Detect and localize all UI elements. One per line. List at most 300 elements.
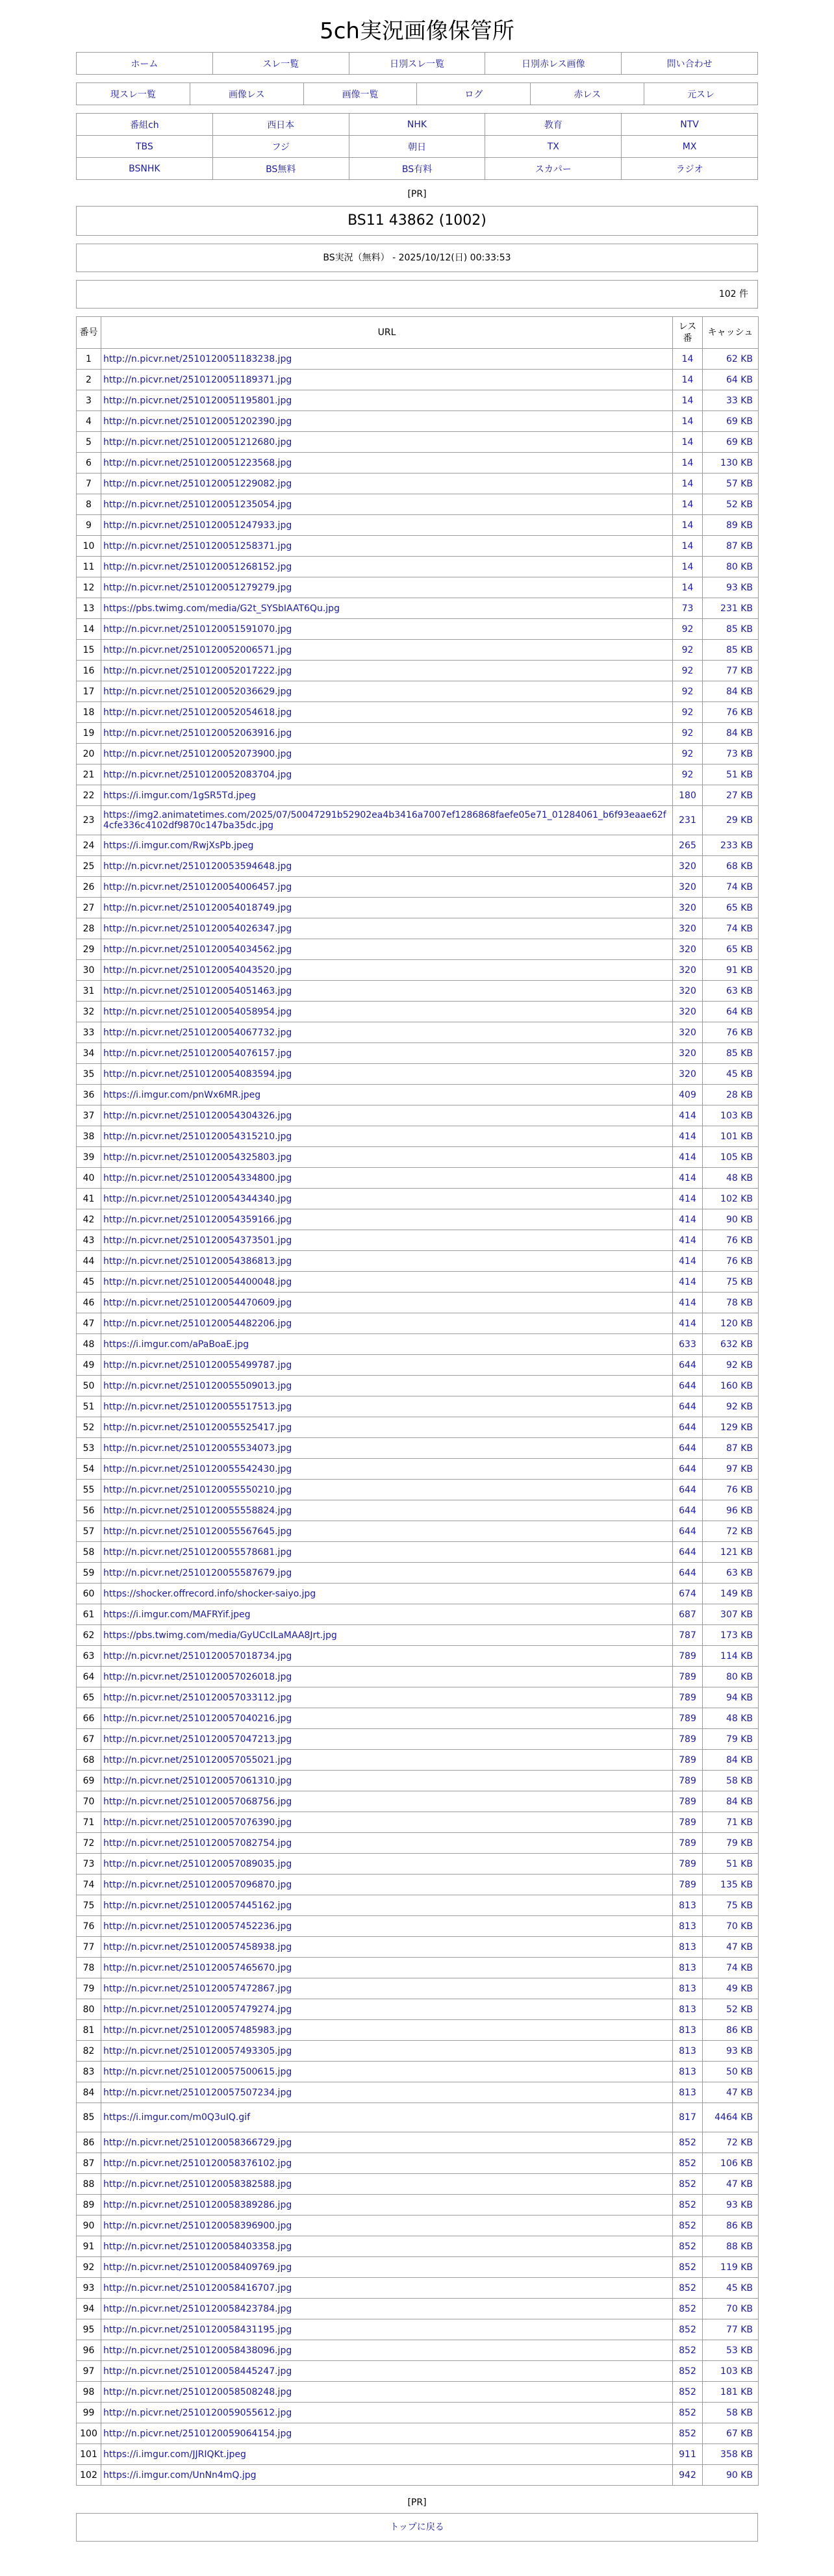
row-url-link[interactable]: http://n.picvr.net/2510120058438096.jpg [103, 2345, 292, 2356]
row-cache-link[interactable]: 96 KB [726, 1505, 753, 1516]
row-cache-link[interactable]: 70 KB [726, 2303, 753, 2314]
row-res-link[interactable]: 644 [679, 1547, 696, 1558]
channel-item-link[interactable]: TX [547, 141, 559, 152]
row-cache-link[interactable]: 84 KB [726, 1754, 753, 1765]
row-url-link[interactable]: https://pbs.twimg.com/media/G2t_SYSbIAAT6Qu.jpg [103, 603, 340, 614]
row-url-link[interactable]: https://pbs.twimg.com/media/GyUCcILaMAA8Jrt.jpg [103, 1630, 337, 1641]
row-url-link[interactable]: http://n.picvr.net/2510120054083594.jpg [103, 1068, 292, 1080]
row-res-link[interactable]: 644 [679, 1359, 696, 1370]
row-url-link[interactable]: https://i.imgur.com/aPaBoaE.jpg [103, 1339, 249, 1350]
row-url-link[interactable]: http://n.picvr.net/2510120058403358.jpg [103, 2241, 292, 2252]
row-cache-link[interactable]: 48 KB [726, 1172, 753, 1183]
row-url-link[interactable]: http://n.picvr.net/2510120057061310.jpg [103, 1775, 292, 1786]
row-cache-link[interactable]: 103 KB [720, 2366, 753, 2377]
row-url-link[interactable]: http://n.picvr.net/2510120058396900.jpg [103, 2220, 292, 2231]
row-url-link[interactable]: https://i.imgur.com/UnNn4mQ.jpg [103, 2469, 257, 2481]
row-res-link[interactable]: 414 [679, 1318, 696, 1329]
row-res-link[interactable]: 852 [679, 2137, 696, 2148]
row-res-link[interactable]: 852 [679, 2158, 696, 2169]
row-res-link[interactable]: 92 [681, 644, 694, 655]
row-cache-link[interactable]: 70 KB [726, 1921, 753, 1932]
row-res-link[interactable]: 14 [681, 353, 694, 364]
row-cache-link[interactable]: 85 KB [726, 644, 753, 655]
row-cache-link[interactable]: 93 KB [726, 2199, 753, 2210]
channel-item-link[interactable]: BSNHK [129, 163, 160, 174]
row-cache-link[interactable]: 69 KB [726, 416, 753, 427]
row-cache-link[interactable]: 74 KB [726, 881, 753, 892]
row-url-link[interactable]: http://n.picvr.net/2510120052083704.jpg [103, 769, 292, 780]
row-cache-link[interactable]: 93 KB [726, 2045, 753, 2056]
row-res-link[interactable]: 852 [679, 2241, 696, 2252]
row-url-link[interactable]: http://n.picvr.net/2510120054006457.jpg [103, 881, 292, 892]
row-url-link[interactable]: http://n.picvr.net/2510120051183238.jpg [103, 353, 292, 364]
row-res-link[interactable]: 320 [679, 965, 696, 976]
row-cache-link[interactable]: 57 KB [726, 478, 753, 489]
row-res-link[interactable]: 789 [679, 1879, 696, 1890]
row-cache-link[interactable]: 231 KB [720, 603, 753, 614]
row-cache-link[interactable]: 77 KB [726, 2324, 753, 2335]
row-cache-link[interactable]: 90 KB [726, 2469, 753, 2481]
nav-item-link[interactable]: ホーム [131, 58, 158, 69]
row-url-link[interactable]: http://n.picvr.net/2510120055558824.jpg [103, 1505, 292, 1516]
row-cache-link[interactable]: 45 KB [726, 2282, 753, 2293]
row-cache-link[interactable]: 50 KB [726, 2066, 753, 2077]
row-res-link[interactable]: 852 [679, 2324, 696, 2335]
row-url-link[interactable]: http://n.picvr.net/2510120058423784.jpg [103, 2303, 292, 2314]
row-cache-link[interactable]: 84 KB [726, 1796, 753, 1807]
row-cache-link[interactable]: 76 KB [726, 1027, 753, 1038]
row-res-link[interactable]: 852 [679, 2428, 696, 2439]
row-cache-link[interactable]: 91 KB [726, 965, 753, 976]
row-cache-link[interactable]: 79 KB [726, 1734, 753, 1745]
row-cache-link[interactable]: 86 KB [726, 2220, 753, 2231]
row-url-link[interactable]: http://n.picvr.net/2510120051229082.jpg [103, 478, 292, 489]
row-res-link[interactable]: 414 [679, 1193, 696, 1204]
row-cache-link[interactable]: 53 KB [726, 2345, 753, 2356]
row-cache-link[interactable]: 173 KB [720, 1630, 753, 1641]
row-url-link[interactable]: http://n.picvr.net/2510120058376102.jpg [103, 2158, 292, 2169]
row-url-link[interactable]: http://n.picvr.net/2510120051268152.jpg [103, 561, 292, 572]
row-cache-link[interactable]: 75 KB [726, 1276, 753, 1287]
row-cache-link[interactable]: 75 KB [726, 1900, 753, 1911]
row-res-link[interactable]: 813 [679, 2087, 696, 2098]
row-res-link[interactable]: 14 [681, 416, 694, 427]
row-cache-link[interactable]: 121 KB [720, 1547, 753, 1558]
row-res-link[interactable]: 14 [681, 499, 694, 510]
row-res-link[interactable]: 789 [679, 1734, 696, 1745]
row-cache-link[interactable]: 307 KB [720, 1609, 753, 1620]
row-url-link[interactable]: http://n.picvr.net/2510120051212680.jpg [103, 436, 292, 448]
row-res-link[interactable]: 789 [679, 1858, 696, 1869]
row-res-link[interactable]: 852 [679, 2407, 696, 2418]
row-res-link[interactable]: 789 [679, 1713, 696, 1724]
row-cache-link[interactable]: 47 KB [726, 1941, 753, 1952]
row-res-link[interactable]: 633 [679, 1339, 696, 1350]
row-cache-link[interactable]: 103 KB [720, 1110, 753, 1121]
row-url-link[interactable]: http://n.picvr.net/2510120057033112.jpg [103, 1692, 292, 1703]
row-res-link[interactable]: 687 [679, 1609, 696, 1620]
row-res-link[interactable]: 320 [679, 985, 696, 996]
nav-item-link[interactable]: スレ一覧 [262, 58, 299, 69]
row-res-link[interactable]: 92 [681, 665, 694, 676]
row-cache-link[interactable]: 84 KB [726, 686, 753, 697]
channel-item-link[interactable]: 番組ch [130, 120, 159, 131]
pr-link[interactable]: [PR] [407, 2497, 427, 2508]
row-cache-link[interactable]: 47 KB [726, 2178, 753, 2190]
row-res-link[interactable]: 414 [679, 1276, 696, 1287]
row-cache-link[interactable]: 80 KB [726, 561, 753, 572]
row-res-link[interactable]: 817 [679, 2112, 696, 2123]
row-cache-link[interactable]: 52 KB [726, 2004, 753, 2015]
row-url-link[interactable]: http://n.picvr.net/2510120055542430.jpg [103, 1463, 292, 1474]
row-cache-link[interactable]: 33 KB [726, 395, 753, 406]
row-res-link[interactable]: 320 [679, 861, 696, 872]
row-cache-link[interactable]: 84 KB [726, 727, 753, 739]
row-cache-link[interactable]: 135 KB [720, 1879, 753, 1890]
row-cache-link[interactable]: 114 KB [720, 1650, 753, 1661]
row-cache-link[interactable]: 67 KB [726, 2428, 753, 2439]
row-url-link[interactable]: http://n.picvr.net/2510120058445247.jpg [103, 2366, 292, 2377]
row-url-link[interactable]: http://n.picvr.net/2510120058416707.jpg [103, 2282, 292, 2293]
row-cache-link[interactable]: 63 KB [726, 1567, 753, 1578]
row-res-link[interactable]: 852 [679, 2220, 696, 2231]
row-url-link[interactable]: https://i.imgur.com/m0Q3uIQ.gif [103, 2112, 250, 2123]
row-cache-link[interactable]: 65 KB [726, 902, 753, 913]
row-url-link[interactable]: https://i.imgur.com/JJRIQKt.jpeg [103, 2449, 246, 2460]
channel-item-link[interactable]: MX [682, 141, 697, 152]
row-url-link[interactable]: http://n.picvr.net/2510120057076390.jpg [103, 1817, 292, 1828]
row-res-link[interactable]: 674 [679, 1588, 696, 1599]
thread-nav-item-link[interactable]: ログ [464, 89, 483, 100]
row-res-link[interactable]: 813 [679, 2025, 696, 2036]
row-res-link[interactable]: 414 [679, 1214, 696, 1225]
row-cache-link[interactable]: 233 KB [720, 840, 753, 851]
channel-item-link[interactable]: 教育 [544, 120, 562, 131]
row-res-link[interactable]: 92 [681, 624, 694, 635]
row-res-link[interactable]: 14 [681, 561, 694, 572]
row-res-link[interactable]: 789 [679, 1775, 696, 1786]
row-res-link[interactable]: 852 [679, 2199, 696, 2210]
nav-item-link[interactable]: 日別スレ一覧 [389, 58, 444, 69]
row-cache-link[interactable]: 93 KB [726, 582, 753, 593]
row-cache-link[interactable]: 49 KB [726, 1983, 753, 1994]
row-url-link[interactable]: http://n.picvr.net/2510120057493305.jpg [103, 2045, 292, 2056]
row-url-link[interactable]: http://n.picvr.net/2510120057458938.jpg [103, 1941, 292, 1952]
row-url-link[interactable]: http://n.picvr.net/2510120055525417.jpg [103, 1422, 292, 1433]
row-url-link[interactable]: http://n.picvr.net/2510120057055021.jpg [103, 1754, 292, 1765]
row-url-link[interactable]: http://n.picvr.net/2510120057047213.jpg [103, 1734, 292, 1745]
row-cache-link[interactable]: 102 KB [720, 1193, 753, 1204]
row-cache-link[interactable]: 27 KB [726, 790, 753, 801]
row-url-link[interactable]: http://n.picvr.net/2510120054482206.jpg [103, 1318, 292, 1329]
row-res-link[interactable]: 414 [679, 1256, 696, 1267]
row-res-link[interactable]: 320 [679, 902, 696, 913]
row-res-link[interactable]: 414 [679, 1297, 696, 1308]
row-res-link[interactable]: 320 [679, 1006, 696, 1017]
row-url-link[interactable]: http://n.picvr.net/2510120051195801.jpg [103, 395, 292, 406]
row-url-link[interactable]: http://n.picvr.net/2510120051258371.jpg [103, 540, 292, 551]
row-url-link[interactable]: http://n.picvr.net/2510120059055612.jpg [103, 2407, 292, 2418]
row-cache-link[interactable]: 181 KB [720, 2386, 753, 2397]
row-res-link[interactable]: 409 [679, 1089, 696, 1100]
row-cache-link[interactable]: 48 KB [726, 1713, 753, 1724]
row-cache-link[interactable]: 90 KB [726, 1214, 753, 1225]
row-cache-link[interactable]: 65 KB [726, 944, 753, 955]
row-cache-link[interactable]: 47 KB [726, 2087, 753, 2098]
thread-nav-item-link[interactable]: 画像一覧 [342, 89, 379, 100]
row-res-link[interactable]: 414 [679, 1152, 696, 1163]
row-url-link[interactable]: http://n.picvr.net/2510120052054618.jpg [103, 707, 292, 718]
row-url-link[interactable]: http://n.picvr.net/2510120055509013.jpg [103, 1380, 292, 1391]
channel-item-link[interactable]: ラジオ [676, 164, 703, 175]
row-res-link[interactable]: 852 [679, 2303, 696, 2314]
row-url-link[interactable]: http://n.picvr.net/2510120054334800.jpg [103, 1172, 292, 1183]
row-url-link[interactable]: http://n.picvr.net/2510120052006571.jpg [103, 644, 292, 655]
row-res-link[interactable]: 14 [681, 436, 694, 448]
row-res-link[interactable]: 787 [679, 1630, 696, 1641]
row-url-link[interactable]: http://n.picvr.net/2510120058409769.jpg [103, 2262, 292, 2273]
row-res-link[interactable]: 231 [679, 815, 696, 826]
row-url-link[interactable]: https://i.imgur.com/RwjXsPb.jpeg [103, 840, 254, 851]
row-url-link[interactable]: http://n.picvr.net/2510120054315210.jpg [103, 1131, 292, 1142]
row-res-link[interactable]: 320 [679, 1027, 696, 1038]
row-url-link[interactable]: http://n.picvr.net/2510120057485983.jpg [103, 2025, 292, 2036]
nav-item-link[interactable]: 日別赤レス画像 [521, 58, 585, 69]
row-url-link[interactable]: http://n.picvr.net/2510120058382588.jpg [103, 2178, 292, 2190]
row-res-link[interactable]: 92 [681, 707, 694, 718]
row-url-link[interactable]: http://n.picvr.net/2510120057082754.jpg [103, 1837, 292, 1849]
row-res-link[interactable]: 14 [681, 478, 694, 489]
row-res-link[interactable]: 813 [679, 2004, 696, 2015]
row-url-link[interactable]: http://n.picvr.net/2510120054076157.jpg [103, 1048, 292, 1059]
row-cache-link[interactable]: 76 KB [726, 1256, 753, 1267]
row-cache-link[interactable]: 87 KB [726, 540, 753, 551]
row-cache-link[interactable]: 62 KB [726, 353, 753, 364]
row-url-link[interactable]: http://n.picvr.net/2510120051235054.jpg [103, 499, 292, 510]
row-res-link[interactable]: 320 [679, 1048, 696, 1059]
row-res-link[interactable]: 911 [679, 2449, 696, 2460]
channel-item-link[interactable]: NHK [407, 119, 427, 130]
row-url-link[interactable]: http://n.picvr.net/2510120054034562.jpg [103, 944, 292, 955]
row-res-link[interactable]: 92 [681, 686, 694, 697]
row-res-link[interactable]: 14 [681, 582, 694, 593]
row-cache-link[interactable]: 4464 KB [714, 2112, 753, 2123]
row-cache-link[interactable]: 51 KB [726, 1858, 753, 1869]
row-url-link[interactable]: http://n.picvr.net/2510120054400048.jpg [103, 1276, 292, 1287]
row-url-link[interactable]: http://n.picvr.net/2510120055534073.jpg [103, 1443, 292, 1454]
row-url-link[interactable]: http://n.picvr.net/2510120054325803.jpg [103, 1152, 292, 1163]
row-res-link[interactable]: 813 [679, 1921, 696, 1932]
row-url-link[interactable]: http://n.picvr.net/2510120055578681.jpg [103, 1547, 292, 1558]
row-res-link[interactable]: 813 [679, 1983, 696, 1994]
row-url-link[interactable]: http://n.picvr.net/2510120058431195.jpg [103, 2324, 292, 2335]
row-url-link[interactable]: http://n.picvr.net/2510120055499787.jpg [103, 1359, 292, 1370]
row-cache-link[interactable]: 64 KB [726, 374, 753, 385]
row-url-link[interactable]: https://i.imgur.com/pnWx6MR.jpeg [103, 1089, 261, 1100]
row-cache-link[interactable]: 86 KB [726, 2025, 753, 2036]
channel-item-link[interactable]: 西日本 [267, 120, 295, 131]
row-url-link[interactable]: http://n.picvr.net/2510120054058954.jpg [103, 1006, 292, 1017]
row-url-link[interactable]: http://n.picvr.net/2510120059064154.jpg [103, 2428, 292, 2439]
row-cache-link[interactable]: 358 KB [720, 2449, 753, 2460]
row-cache-link[interactable]: 119 KB [720, 2262, 753, 2273]
row-url-link[interactable]: http://n.picvr.net/2510120057026018.jpg [103, 1671, 292, 1682]
row-cache-link[interactable]: 92 KB [726, 1359, 753, 1370]
row-cache-link[interactable]: 89 KB [726, 520, 753, 531]
row-res-link[interactable]: 92 [681, 748, 694, 759]
row-cache-link[interactable]: 105 KB [720, 1152, 753, 1163]
row-url-link[interactable]: http://n.picvr.net/2510120051189371.jpg [103, 374, 292, 385]
row-url-link[interactable]: http://n.picvr.net/2510120057068756.jpg [103, 1796, 292, 1807]
row-url-link[interactable]: http://n.picvr.net/2510120051279279.jpg [103, 582, 292, 593]
row-url-link[interactable]: http://n.picvr.net/2510120057089035.jpg [103, 1858, 292, 1869]
row-cache-link[interactable]: 76 KB [726, 707, 753, 718]
row-res-link[interactable]: 789 [679, 1650, 696, 1661]
row-res-link[interactable]: 789 [679, 1692, 696, 1703]
row-res-link[interactable]: 320 [679, 881, 696, 892]
row-url-link[interactable]: http://n.picvr.net/2510120055567645.jpg [103, 1526, 292, 1537]
row-url-link[interactable]: http://n.picvr.net/2510120052073900.jpg [103, 748, 292, 759]
row-url-link[interactable]: http://n.picvr.net/2510120057096870.jpg [103, 1879, 292, 1890]
row-url-link[interactable]: http://n.picvr.net/2510120057500615.jpg [103, 2066, 292, 2077]
row-cache-link[interactable]: 106 KB [720, 2158, 753, 2169]
row-url-link[interactable]: http://n.picvr.net/2510120051223568.jpg [103, 457, 292, 468]
row-res-link[interactable]: 320 [679, 923, 696, 934]
channel-item-link[interactable]: スカパー [535, 164, 572, 175]
thread-nav-item-link[interactable]: 赤レス [574, 89, 601, 100]
row-cache-link[interactable]: 63 KB [726, 985, 753, 996]
row-url-link[interactable]: http://n.picvr.net/2510120054304326.jpg [103, 1110, 292, 1121]
row-cache-link[interactable]: 52 KB [726, 499, 753, 510]
row-res-link[interactable]: 644 [679, 1380, 696, 1391]
row-res-link[interactable]: 73 [681, 603, 694, 614]
row-cache-link[interactable]: 129 KB [720, 1422, 753, 1433]
row-url-link[interactable]: http://n.picvr.net/2510120054373501.jpg [103, 1235, 292, 1246]
row-res-link[interactable]: 789 [679, 1671, 696, 1682]
row-cache-link[interactable]: 88 KB [726, 2241, 753, 2252]
row-url-link[interactable]: http://n.picvr.net/2510120054359166.jpg [103, 1214, 292, 1225]
row-res-link[interactable]: 789 [679, 1837, 696, 1849]
row-cache-link[interactable]: 101 KB [720, 1131, 753, 1142]
row-res-link[interactable]: 789 [679, 1796, 696, 1807]
row-cache-link[interactable]: 77 KB [726, 665, 753, 676]
row-url-link[interactable]: http://n.picvr.net/2510120055587679.jpg [103, 1567, 292, 1578]
row-res-link[interactable]: 852 [679, 2178, 696, 2190]
row-cache-link[interactable]: 74 KB [726, 1962, 753, 1973]
row-res-link[interactable]: 414 [679, 1172, 696, 1183]
row-cache-link[interactable]: 92 KB [726, 1401, 753, 1412]
row-cache-link[interactable]: 71 KB [726, 1817, 753, 1828]
row-url-link[interactable]: http://n.picvr.net/2510120055550210.jpg [103, 1484, 292, 1495]
row-res-link[interactable]: 414 [679, 1131, 696, 1142]
row-cache-link[interactable]: 29 KB [726, 815, 753, 826]
row-url-link[interactable]: http://n.picvr.net/2510120054051463.jpg [103, 985, 292, 996]
row-res-link[interactable]: 265 [679, 840, 696, 851]
row-res-link[interactable]: 813 [679, 2045, 696, 2056]
row-res-link[interactable]: 852 [679, 2345, 696, 2356]
row-url-link[interactable]: http://n.picvr.net/2510120057472867.jpg [103, 1983, 292, 1994]
row-cache-link[interactable]: 76 KB [726, 1235, 753, 1246]
channel-item-link[interactable]: BS有料 [401, 164, 433, 175]
row-res-link[interactable]: 14 [681, 520, 694, 531]
row-cache-link[interactable]: 149 KB [720, 1588, 753, 1599]
row-cache-link[interactable]: 76 KB [726, 1484, 753, 1495]
row-cache-link[interactable]: 58 KB [726, 2407, 753, 2418]
nav-item-link[interactable]: 問い合わせ [666, 58, 713, 69]
row-url-link[interactable]: http://n.picvr.net/2510120058389286.jpg [103, 2199, 292, 2210]
row-res-link[interactable]: 644 [679, 1505, 696, 1516]
row-res-link[interactable]: 320 [679, 944, 696, 955]
row-res-link[interactable]: 14 [681, 395, 694, 406]
row-res-link[interactable]: 813 [679, 2066, 696, 2077]
row-res-link[interactable]: 852 [679, 2282, 696, 2293]
row-cache-link[interactable]: 87 KB [726, 1443, 753, 1454]
row-url-link[interactable]: http://n.picvr.net/2510120054026347.jpg [103, 923, 292, 934]
row-cache-link[interactable]: 85 KB [726, 1048, 753, 1059]
row-url-link[interactable]: http://n.picvr.net/2510120051591070.jpg [103, 624, 292, 635]
row-cache-link[interactable]: 632 KB [720, 1339, 753, 1350]
row-res-link[interactable]: 813 [679, 1962, 696, 1973]
row-res-link[interactable]: 14 [681, 540, 694, 551]
row-res-link[interactable]: 644 [679, 1422, 696, 1433]
row-res-link[interactable]: 14 [681, 374, 694, 385]
row-url-link[interactable]: https://i.imgur.com/MAFRYif.jpeg [103, 1609, 251, 1620]
row-url-link[interactable]: http://n.picvr.net/2510120055517513.jpg [103, 1401, 292, 1412]
row-url-link[interactable]: http://n.picvr.net/2510120054470609.jpg [103, 1297, 292, 1308]
pr-link[interactable]: [PR] [407, 189, 427, 199]
row-cache-link[interactable]: 130 KB [720, 457, 753, 468]
row-url-link[interactable]: https://i.imgur.com/1gSR5Td.jpeg [103, 790, 256, 801]
row-res-link[interactable]: 92 [681, 727, 694, 739]
row-url-link[interactable]: http://n.picvr.net/2510120054344340.jpg [103, 1193, 292, 1204]
row-res-link[interactable]: 644 [679, 1567, 696, 1578]
row-url-link[interactable]: http://n.picvr.net/2510120052017222.jpg [103, 665, 292, 676]
row-cache-link[interactable]: 97 KB [726, 1463, 753, 1474]
row-url-link[interactable]: http://n.picvr.net/2510120057452236.jpg [103, 1921, 292, 1932]
row-url-link[interactable]: http://n.picvr.net/2510120058508248.jpg [103, 2386, 292, 2397]
row-url-link[interactable]: http://n.picvr.net/2510120052063916.jpg [103, 727, 292, 739]
row-cache-link[interactable]: 94 KB [726, 1692, 753, 1703]
row-res-link[interactable]: 320 [679, 1068, 696, 1080]
row-cache-link[interactable]: 69 KB [726, 436, 753, 448]
channel-item-link[interactable]: BS無料 [266, 164, 296, 175]
thread-nav-item-link[interactable]: 現スレ一覧 [110, 89, 156, 100]
row-url-link[interactable]: http://n.picvr.net/2510120057445162.jpg [103, 1900, 292, 1911]
row-cache-link[interactable]: 78 KB [726, 1297, 753, 1308]
row-url-link[interactable]: http://n.picvr.net/2510120058366729.jpg [103, 2137, 292, 2148]
row-url-link[interactable]: http://n.picvr.net/2510120054018749.jpg [103, 902, 292, 913]
channel-item-link[interactable]: 朝日 [407, 142, 426, 153]
row-url-link[interactable]: http://n.picvr.net/2510120054386813.jpg [103, 1256, 292, 1267]
row-res-link[interactable]: 789 [679, 1817, 696, 1828]
row-url-link[interactable]: http://n.picvr.net/2510120054067732.jpg [103, 1027, 292, 1038]
row-cache-link[interactable]: 74 KB [726, 923, 753, 934]
row-cache-link[interactable]: 85 KB [726, 624, 753, 635]
row-res-link[interactable]: 644 [679, 1526, 696, 1537]
channel-item-link[interactable]: NTV [680, 119, 699, 130]
thread-nav-item-link[interactable]: 画像レス [228, 89, 265, 100]
row-cache-link[interactable]: 45 KB [726, 1068, 753, 1080]
row-res-link[interactable]: 852 [679, 2386, 696, 2397]
row-cache-link[interactable]: 120 KB [720, 1318, 753, 1329]
channel-item-link[interactable]: TBS [136, 141, 153, 152]
row-url-link[interactable]: http://n.picvr.net/2510120051247933.jpg [103, 520, 292, 531]
row-url-link[interactable]: http://n.picvr.net/2510120054043520.jpg [103, 965, 292, 976]
row-cache-link[interactable]: 58 KB [726, 1775, 753, 1786]
row-res-link[interactable]: 644 [679, 1401, 696, 1412]
row-cache-link[interactable]: 72 KB [726, 1526, 753, 1537]
row-res-link[interactable]: 852 [679, 2366, 696, 2377]
